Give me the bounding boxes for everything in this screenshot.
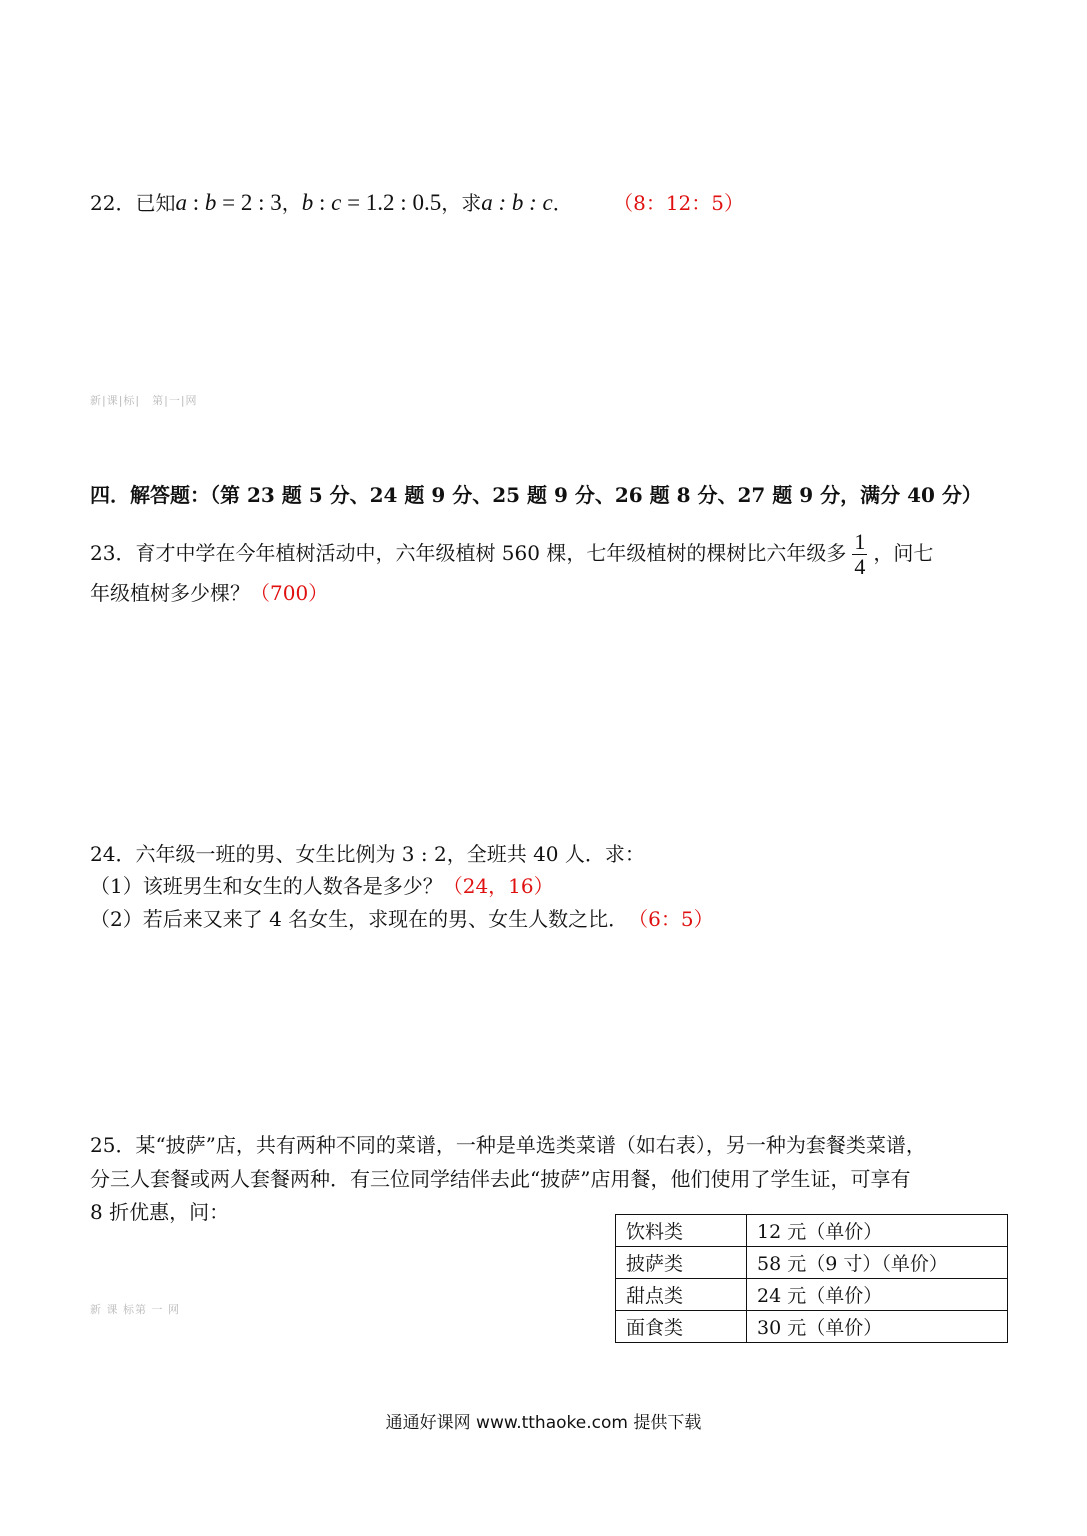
question-24: 24．六年级一班的男、女生比例为 3 : 2，全班共 40 人．求： — [90, 842, 645, 866]
menu-price: 24 元（单价） — [747, 1279, 1008, 1311]
fraction-denominator: 4 — [854, 554, 866, 579]
question-23-line1 — [90, 530, 933, 579]
menu-price: 12 元（单价） — [747, 1215, 1008, 1247]
question-23-line2 — [90, 579, 328, 607]
menu-category: 饮料类 — [616, 1215, 747, 1247]
ask-text: ，求 — [441, 191, 482, 215]
table-row — [616, 1215, 1008, 1247]
q24-part1-answer: （24，16） — [442, 874, 554, 898]
q23-text: 年级植树多少棵？ — [90, 581, 250, 605]
table-row — [616, 1247, 1008, 1279]
ratio-colon: : — [186, 190, 205, 215]
menu-category: 面食类 — [616, 1311, 747, 1343]
question-25-line3: 8 折优惠，问： — [90, 1200, 230, 1224]
menu-table — [615, 1214, 1008, 1343]
q22-number: 22．已知 — [90, 191, 176, 215]
question-22 — [90, 189, 744, 217]
table-row — [616, 1279, 1008, 1311]
q23-answer: （700） — [250, 581, 329, 605]
q24-part2-text: （2）若后来又来了 4 名女生，求现在的男、女生人数之比． — [90, 907, 629, 931]
watermark: 新 课 标第 一 网 — [90, 1303, 180, 1316]
question-25-line1: 25．某“披萨”店，共有两种不同的菜谱，一种是单选类菜谱（如右表），另一种为套餐类菜谱， — [90, 1133, 926, 1157]
watermark: 新|课|标| 第|一|网 — [90, 394, 198, 407]
var-b: b — [301, 190, 314, 215]
ratio-bc-value: = 1.2 : 0.5 — [341, 190, 442, 215]
table-row — [616, 1311, 1008, 1343]
ratio-ab-value: = 2 : 3 — [216, 190, 282, 215]
comma: ， — [281, 191, 302, 215]
footer-credit: 通通好课网 www.tthaoke.com 提供下载 — [385, 1413, 702, 1433]
q23-text-end: ，问七 — [873, 541, 934, 565]
q22-answer: （8：12：5） — [613, 191, 744, 215]
q24-part1-text: （1）该班男生和女生的人数各是多少？ — [90, 874, 443, 898]
ratio-abc-expr: a : b : c — [481, 190, 553, 215]
ratio-colon: : — [313, 190, 332, 215]
q23-text: 23．育才中学在今年植树活动中，六年级植树 560 棵，七年级植树的棵树比六年级多 — [90, 541, 847, 565]
question-25-line2: 分三人套餐或两人套餐两种．有三位同学结伴去此“披萨”店用餐，他们使用了学生证，可享有 — [90, 1167, 911, 1191]
question-24-part1 — [90, 872, 554, 900]
var-c: c — [331, 190, 342, 215]
section-4-title: 四．解答题：（第 23 题 5 分、24 题 9 分、25 题 9 分、26 题 8 分、27 题 9 分，满分 40 分） — [90, 483, 982, 507]
menu-category: 披萨类 — [616, 1247, 747, 1279]
menu-category: 甜点类 — [616, 1279, 747, 1311]
q24-part2-answer: （6：5） — [638, 907, 714, 931]
fraction-numerator: 1 — [854, 529, 866, 554]
var-a: a — [175, 190, 187, 215]
fraction-one-quarter — [852, 530, 867, 579]
menu-price: 30 元（单价） — [747, 1311, 1008, 1343]
menu-price: 58 元（9 寸）（单价） — [747, 1247, 1008, 1279]
question-24-part2 — [90, 905, 714, 933]
var-b: b — [204, 190, 217, 215]
period: ． — [552, 191, 573, 215]
